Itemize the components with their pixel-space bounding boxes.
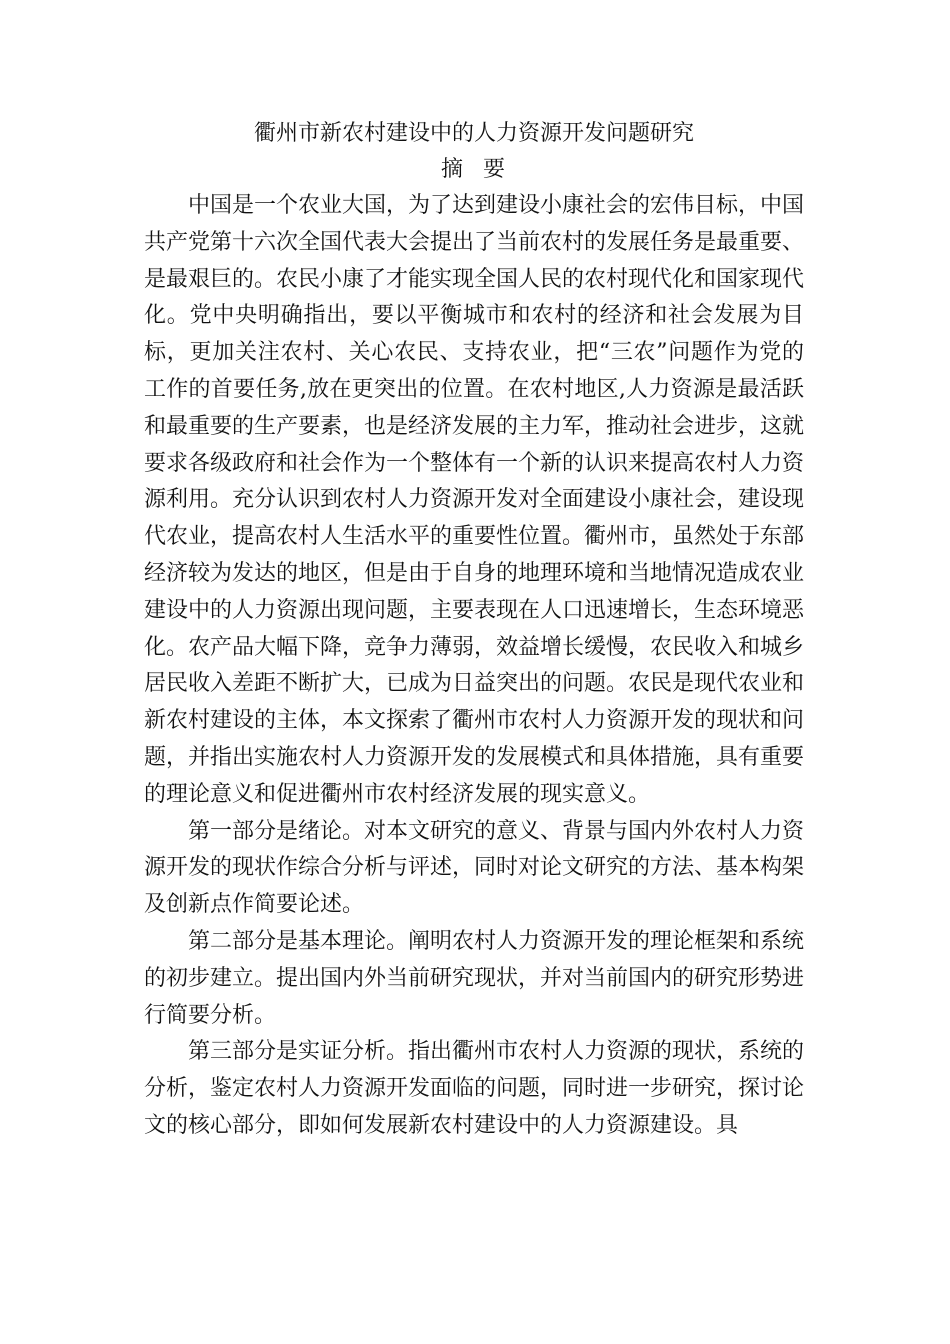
abstract-paragraph-1: 中国是一个农业大国，为了达到建设小康社会的宏伟目标，中国共产党第十六次全国代表大会提出了当前农村的发展任务是最重要、是最艰巨的。农民小康了才能实现全国人民的农村现代化和国家现代化。党中央明确指出，要以平衡城市和农村的经济和社会发展为目标，更加关注农村、关心农民、支持农业，把“三农”问题作为党的工作的首要任务,放在更突出的位置。在农村地区,人力资源是最活跃和最重要的生产要素，也是经济发展的主力军，推动社会进步，这就要求各级政府和社会作为一个整体有一个新的认识来提高农村人力资源利用。充分认识到农村人力资源开发对全面建设小康社会，建设现代农业，提高农村人生活水平的重要性位置。衢州市，虽然处于东部经济较为发达的地区，但是由于自身的地理环境和当地情况造成农业建设中的人力资源出现问题，主要表现在人口迅速增长，生态环境恶化。农产品大幅下降，竞争力薄弱，效益增长缓慢，农民收入和城乡居民收入差距不断扩大，已成为日益突出的问题。农民是现代农业和新农村建设的主体，本文探索了衢州市农村人力资源开发的现状和问题，并指出实施农村人力资源开发的发展模式和具体措施，具有重要的理论意义和促进衢州市农村经济发展的现实意义。 [144, 193, 805, 807]
abstract-paragraph-3: 第二部分是基本理论。阐明农村人力资源开发的理论框架和系统的初步建立。提出国内外当前研究现状，并对当前国内的研究形势进行简要分析。 [144, 928, 805, 1028]
abstract-heading: 摘 要 [441, 157, 507, 182]
document-page [144, 116, 804, 1145]
abstract-paragraph-4: 第三部分是实证分析。指出衢州市农村人力资源的现状，系统的分析，鉴定农村人力资源开发面临的问题，同时进一步研究，探讨论文的核心部分，即如何发展新农村建设中的人力资源建设。具 [144, 1039, 805, 1138]
document-title: 衢州市新农村建设中的人力资源开发问题研究 [253, 121, 694, 146]
abstract-paragraph-2: 第一部分是绪论。对本文研究的意义、背景与国内外农村人力资源开发的现状作综合分析与评述，同时对论文研究的方法、基本构架及创新点作简要论述。 [144, 818, 805, 918]
